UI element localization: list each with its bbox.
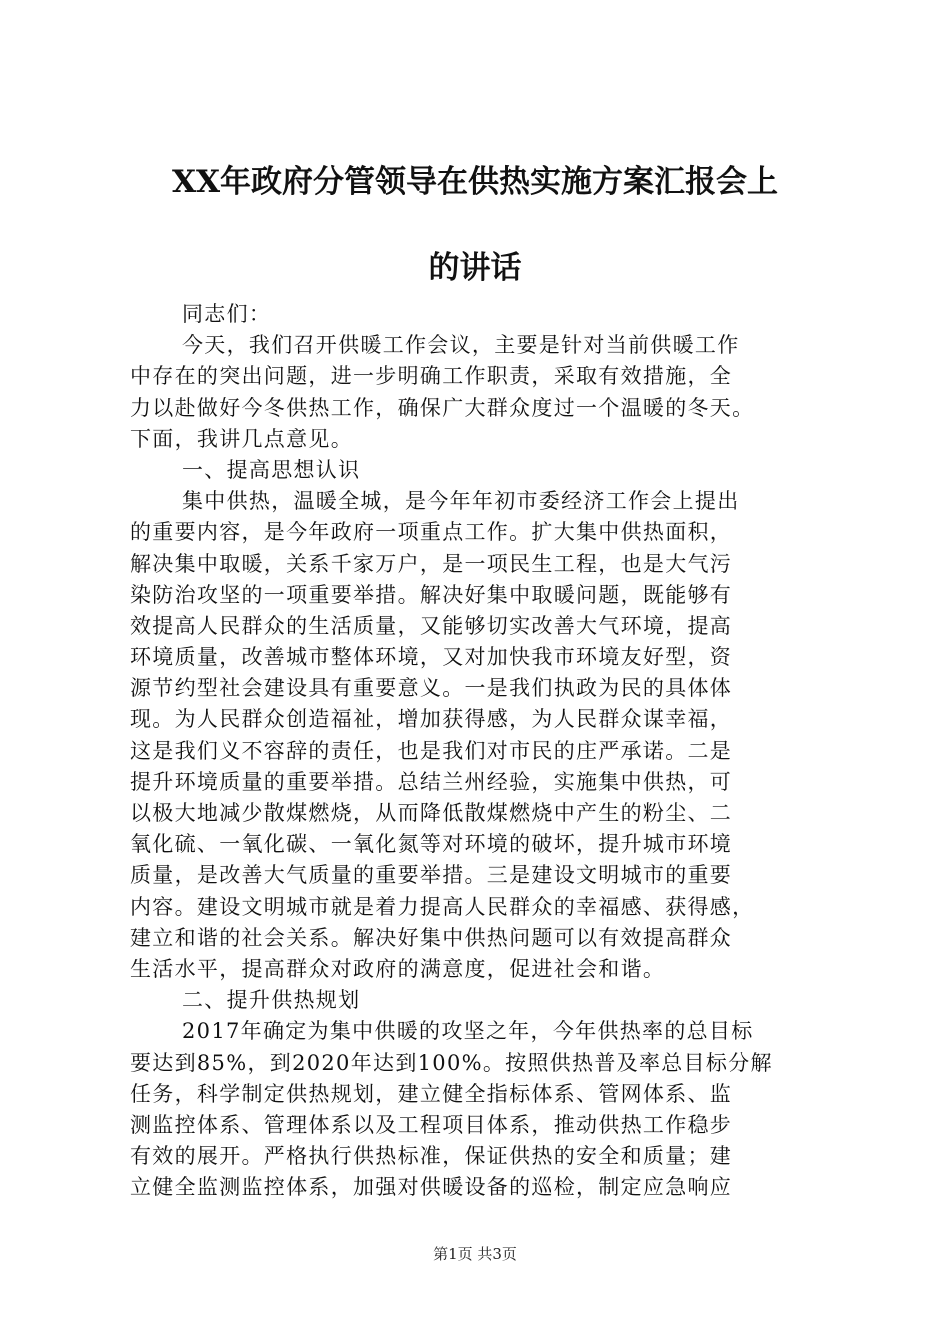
body-text-line: 环境质量，改善城市整体环境，又对加快我市环境友好型，资 <box>130 645 733 670</box>
body-text-line: 力以赴做好今冬供热工作，确保广大群众度过一个温暖的冬天。 <box>130 395 755 420</box>
body-text-line: 解决集中取暖，关系千家万户，是一项民生工程，也是大气污 <box>130 551 733 576</box>
body-text-line: 二、提升供热规划 <box>182 988 361 1013</box>
body-text-line: 同志们： <box>182 302 272 326</box>
body-text-line: 测监控体系、管理体系以及工程项目体系，推动供热工作稳步 <box>130 1112 733 1137</box>
body-text-line: 建立和谐的社会关系。解决好集中供热问题可以有效提高群众 <box>130 925 733 950</box>
body-text-line: 下面，我讲几点意见。 <box>130 426 353 451</box>
body-text-line: 以极大地减少散煤燃烧，从而降低散煤燃烧中产生的粉尘、二 <box>130 801 733 825</box>
body-text-line: 源节约型社会建设具有重要意义。一是我们执政为民的具体体 <box>130 676 733 701</box>
body-text-line: 的重要内容，是今年政府一项重点工作。扩大集中供热面积， <box>130 520 733 545</box>
body-text-line: 2017年确定为集中供暖的攻坚之年，今年供热率的总目标 <box>182 1019 754 1044</box>
body-text-line: 提升环境质量的重要举措。总结兰州经验，实施集中供热，可 <box>130 769 733 794</box>
document-body <box>130 299 832 1203</box>
page-footer: 第1页 共3页 <box>433 1245 517 1263</box>
body-text-line: 质量，是改善大气质量的重要举措。三是建设文明城市的重要 <box>130 863 733 888</box>
body-text-line: 现。为人民群众创造福祉，增加获得感，为人民群众谋幸福， <box>130 707 733 732</box>
body-text-line: 任务，科学制定供热规划，建立健全指标体系、管网体系、监 <box>130 1081 733 1106</box>
body-text-line: 中存在的突出问题，进一步明确工作职责，采取有效措施，全 <box>130 364 733 389</box>
body-text-line: 生活水平，提高群众对政府的满意度，促进社会和谐。 <box>130 956 666 981</box>
body-text-line: 有效的展开。严格执行供热标准，保证供热的安全和质量；建 <box>130 1144 733 1169</box>
document-title-line-1: XX年政府分管领导在供热实施方案汇报会上 <box>171 164 779 200</box>
body-text-line: 效提高人民群众的生活质量，又能够切实改善大气环境，提高 <box>130 613 733 638</box>
body-text-line: 氧化硫、一氧化碳、一氧化氮等对环境的破坏，提升城市环境 <box>130 832 733 857</box>
body-text-line: 集中供热，温暖全城，是今年年初市委经济工作会上提出 <box>182 489 740 514</box>
document-title-line-2: 的讲话 <box>428 250 522 286</box>
body-text-line: 一、提高思想认识 <box>182 457 361 482</box>
body-text-line: 要达到85%，到2020年达到100%。按照供热普及率总目标分解 <box>130 1050 773 1075</box>
body-text-line: 立健全监测监控体系，加强对供暖设备的巡检，制定应急响应 <box>130 1175 733 1200</box>
body-text-line: 内容。建设文明城市就是着力提高人民群众的幸福感、获得感， <box>130 894 755 919</box>
body-text-line: 染防治攻坚的一项重要举措。解决好集中取暖问题，既能够有 <box>130 582 733 607</box>
body-text-line: 这是我们义不容辞的责任，也是我们对市民的庄严承诺。二是 <box>130 738 733 763</box>
body-text-line: 今天，我们召开供暖工作会议，主要是针对当前供暖工作 <box>182 333 740 358</box>
